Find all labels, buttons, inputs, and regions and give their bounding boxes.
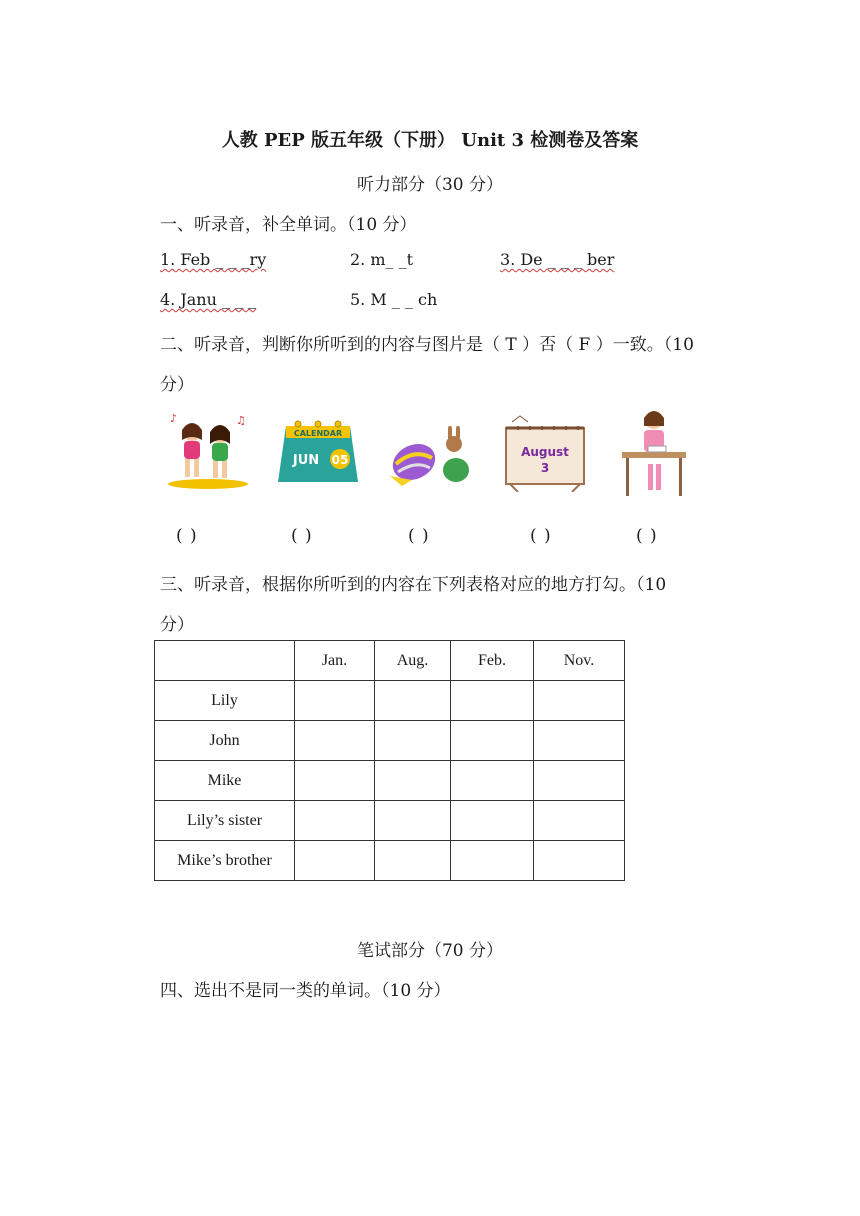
table-row <box>155 761 625 801</box>
row-label: Mike’s brother <box>155 841 295 881</box>
check-cell[interactable] <box>375 761 451 801</box>
listening-heading: 听力部分（30 分） <box>356 175 504 195</box>
table-row <box>155 801 625 841</box>
check-cell[interactable] <box>375 681 451 721</box>
table-row <box>155 721 625 761</box>
table-header-jan: Jan. <box>295 641 375 681</box>
section2-heading-line2: 分） <box>160 375 194 395</box>
singing-girls-picture <box>164 410 252 490</box>
blank-item-5: 5. M _ _ ch <box>350 290 438 309</box>
check-cell[interactable] <box>534 721 625 761</box>
calendar-month: JUN <box>292 453 320 468</box>
check-cell[interactable] <box>534 841 625 881</box>
check-cell[interactable] <box>451 801 534 841</box>
row-label: Lily’s sister <box>155 801 295 841</box>
blank-item-1: 1. Feb _ _ _ry <box>160 250 267 269</box>
check-cell[interactable] <box>451 761 534 801</box>
section3-heading-line1: 三、听录音，根据你所听到的内容在下列表格对应的地方打勾。（10 <box>160 575 667 595</box>
girl-at-desk-picture <box>618 406 690 498</box>
section4-heading: 四、选出不是同一类的单词。（10 分） <box>160 981 451 1001</box>
calendar-label: CALENDAR <box>293 429 343 438</box>
svg-text:♪: ♪ <box>170 412 178 425</box>
row-label: Mike <box>155 761 295 801</box>
table-header-row <box>155 641 625 681</box>
answer-slot-2[interactable]: ( ) <box>291 526 313 546</box>
page-title: 人教 PEP 版五年级（下册） Unit 3 检测卷及答案 <box>221 130 639 151</box>
sign-day: 3 <box>540 461 550 475</box>
answer-slot-4[interactable]: ( ) <box>530 526 552 546</box>
august-sign-picture <box>500 412 590 492</box>
table-header-feb: Feb. <box>451 641 534 681</box>
section3-heading-line2: 分） <box>160 615 194 635</box>
answer-slot-3[interactable]: ( ) <box>408 526 430 546</box>
check-cell[interactable] <box>375 801 451 841</box>
check-cell[interactable] <box>451 681 534 721</box>
table-header-nov: Nov. <box>534 641 625 681</box>
svg-text:♫: ♫ <box>236 414 246 427</box>
check-cell[interactable] <box>534 801 625 841</box>
check-cell[interactable] <box>295 761 375 801</box>
answer-slot-1[interactable]: ( ) <box>176 526 198 546</box>
check-cell[interactable] <box>295 721 375 761</box>
table-header-blank <box>155 641 295 681</box>
check-cell[interactable] <box>295 841 375 881</box>
sign-month: August <box>521 445 569 459</box>
table-row <box>155 841 625 881</box>
blank-item-2: 2. m_ _t <box>350 250 414 269</box>
month-check-table <box>154 640 625 881</box>
blank-item-3: 3. De _ _ _ ber <box>500 250 615 269</box>
calendar-day: 05 <box>331 453 349 467</box>
table-row <box>155 681 625 721</box>
check-cell[interactable] <box>534 681 625 721</box>
blank-item-4: 4. Janu _ _ _ <box>160 290 257 309</box>
calendar-picture <box>276 418 360 486</box>
written-heading: 笔试部分（70 分） <box>356 941 504 961</box>
answer-slot-5[interactable]: ( ) <box>636 526 658 546</box>
check-cell[interactable] <box>295 681 375 721</box>
check-cell[interactable] <box>375 721 451 761</box>
check-cell[interactable] <box>534 761 625 801</box>
row-label: John <box>155 721 295 761</box>
table-header-aug: Aug. <box>375 641 451 681</box>
section1-heading: 一、听录音，补全单词。（10 分） <box>160 215 417 235</box>
check-cell[interactable] <box>451 841 534 881</box>
check-cell[interactable] <box>295 801 375 841</box>
row-label: Lily <box>155 681 295 721</box>
check-cell[interactable] <box>451 721 534 761</box>
easter-eggs-picture <box>386 418 478 488</box>
section2-heading-line1: 二、听录音，判断你所听到的内容与图片是（ T ）否（ F ）一致。（10 <box>160 335 694 355</box>
check-cell[interactable] <box>375 841 451 881</box>
